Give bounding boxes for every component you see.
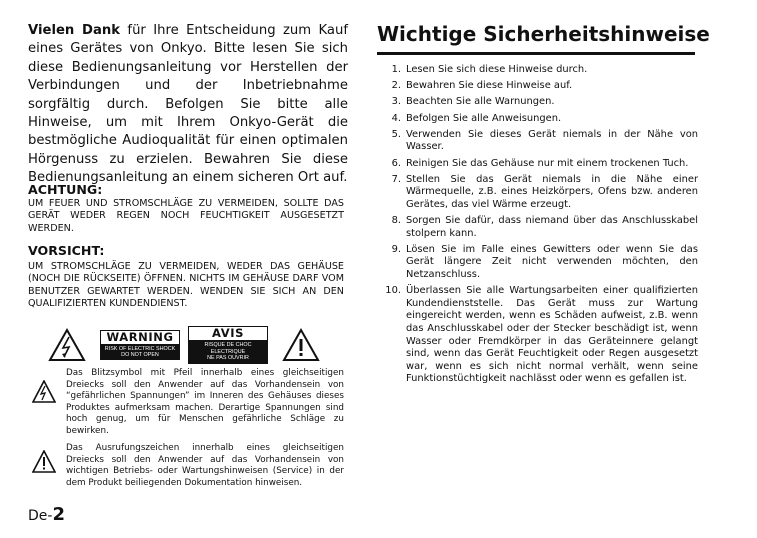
- list-number: 10.: [385, 285, 401, 297]
- title-divider: [377, 52, 695, 55]
- lightning-triangle-icon: [32, 380, 56, 404]
- achtung-text: UM FEUER UND STROMSCHLÄGE ZU VERMEIDEN, SOLLTE DAS GERÄT WEDER REGEN NOCH FEUCHTIGKEIT AUSGESETZT WERDEN.: [28, 198, 344, 234]
- list-number: 1.: [391, 64, 401, 75]
- list-number: 6.: [391, 157, 401, 169]
- page-prefix: De-: [28, 508, 53, 524]
- safety-instructions-list: [378, 64, 698, 390]
- list-text: Befolgen Sie alle Anweisungen.: [406, 112, 562, 124]
- list-item: [378, 113, 698, 126]
- list-text: Lesen Sie sich diese Hinweise durch.: [406, 64, 588, 75]
- achtung-heading: ACHTUNG:: [28, 182, 103, 197]
- list-number: 9.: [391, 243, 401, 255]
- list-item: [378, 80, 698, 93]
- exclamation-note: Das Ausrufungszeichen innerhalb eines gleichseitigen Dreiecks soll den Anwender auf das Vorhandensein von wichtigen Betriebs- oder Wartungshinweisen (Service) in der dem Produkt beiliegenden Dokumentation hinweisen.: [66, 443, 344, 488]
- warning-sub1: RISK OF ELECTRIC SHOCK: [104, 345, 176, 352]
- list-item: [378, 64, 698, 77]
- list-item: [378, 174, 698, 212]
- avis-box: [188, 326, 268, 363]
- page-number: [28, 504, 65, 525]
- intro-paragraph: [28, 22, 348, 188]
- avis-sub1: RISQUE DE CHOC ELECTRIQUE: [204, 342, 252, 355]
- list-item: [378, 215, 698, 240]
- list-item: [378, 244, 698, 282]
- list-number: 4.: [391, 112, 401, 124]
- list-item: [378, 96, 698, 109]
- list-text: Reinigen Sie das Gehäuse nur mit einem trockenen Tuch.: [406, 157, 689, 169]
- vorsicht-text: UM STROMSCHLÄGE ZU VERMEIDEN, WEDER DAS GEHÄUSE (NOCH DIE RÜCKSEITE) ÖFFNEN. NICHTS IM GEHÄUSE DARF VOM BENUTZER GEWARTET WERDEN. WENDEN SIE SICH AN DEN QUALIFIZIERTEN KUNDENDIENST.: [28, 261, 344, 310]
- list-text: Bewahren Sie diese Hinweise auf.: [406, 80, 573, 92]
- avis-sub2: NE PAS OUVRIR: [207, 355, 249, 362]
- section-title: Wichtige Sicherheitshinweise: [377, 22, 710, 46]
- warning-sub2: DO NOT OPEN: [121, 352, 159, 358]
- intro-text: für Ihre Entscheidung zum Kauf eines Gerätes von Onkyo. Bitte lesen Sie sich diese Bedienungsanleitung vor Herstellen der Verbindungen und der Inbetriebnahme sorgfältig durch. Befolgen Sie bitte alle Hinweise, um mit Ihrem Onkyo-Gerät die bestmögliche Audioqualität für einen optimalen Hörgenuss zu erzielen. Bewahren Sie diese Bedienungsanleitung an einem sicheren Ort auf.: [28, 23, 348, 186]
- exclamation-triangle-icon: [32, 450, 56, 474]
- lightning-triangle-icon: [48, 328, 86, 362]
- list-text: Überlassen Sie alle Wartungsarbeiten einer qualifizierten Kundendienststelle. Das Gerät muss zur Wartung eingereicht werden, wenn es Schäden aufweist, z.B. wenn das Anschlusskabel oder der Stecker beschädigt ist, wenn Wasser oder Fremdkörper in das Geräteinnere gelangt sind, wenn das Gerät Feuchtigkeit oder Regen ausgesetzt war, wenn es sich nicht normal verhält, wenn seine Funktionstüchtigkeit nachlässt oder wenn es gefallen ist.: [406, 285, 698, 385]
- warning-title: WARNING: [101, 331, 179, 345]
- warning-box: [100, 330, 180, 361]
- vorsicht-heading: VORSICHT:: [28, 243, 105, 258]
- list-text: Sorgen Sie dafür, dass niemand über das Anschlusskabel stolpern kann.: [406, 215, 698, 239]
- warning-labels: [48, 326, 320, 364]
- list-number: 3.: [391, 96, 401, 108]
- list-number: 5.: [391, 128, 401, 140]
- list-text: Beachten Sie alle Warnungen.: [406, 96, 555, 108]
- list-text: Verwenden Sie dieses Gerät niemals in der Nähe von Wasser.: [406, 128, 698, 153]
- exclamation-triangle-icon: [282, 328, 320, 362]
- list-number: 2.: [391, 80, 401, 92]
- list-item: [378, 158, 698, 171]
- intro-bold-lead: Vielen Dank: [28, 23, 121, 38]
- list-number: 7.: [391, 173, 401, 185]
- list-number: 8.: [391, 215, 401, 227]
- list-item: [378, 285, 698, 386]
- lightning-note: Das Blitzsymbol mit Pfeil innerhalb eines gleichseitigen Dreiecks soll den Anwender auf das Vorhandensein von “gefährlichen Spannungen” im Inneren des Gehäuses dieses Produktes aufmerksam machen. Derartige Spannungen sind hoch genug, um für Menschen gefährliche Schläge zu bewirken.: [66, 368, 344, 436]
- list-text: Lösen Sie im Falle eines Gewitters oder wenn Sie das Gerät längere Zeit nicht verwenden möchten, den Netzanschluss.: [406, 243, 698, 281]
- avis-title: AVIS: [189, 327, 267, 341]
- page-digit: 2: [52, 504, 65, 525]
- list-text: Stellen Sie das Gerät niemals in die Nähe einer Wärmequelle, z.B. eines Heizkörpers, Ofens bzw. anderen Gerätes, das viel Wärme erzeugt.: [406, 173, 698, 210]
- list-item: [378, 129, 698, 154]
